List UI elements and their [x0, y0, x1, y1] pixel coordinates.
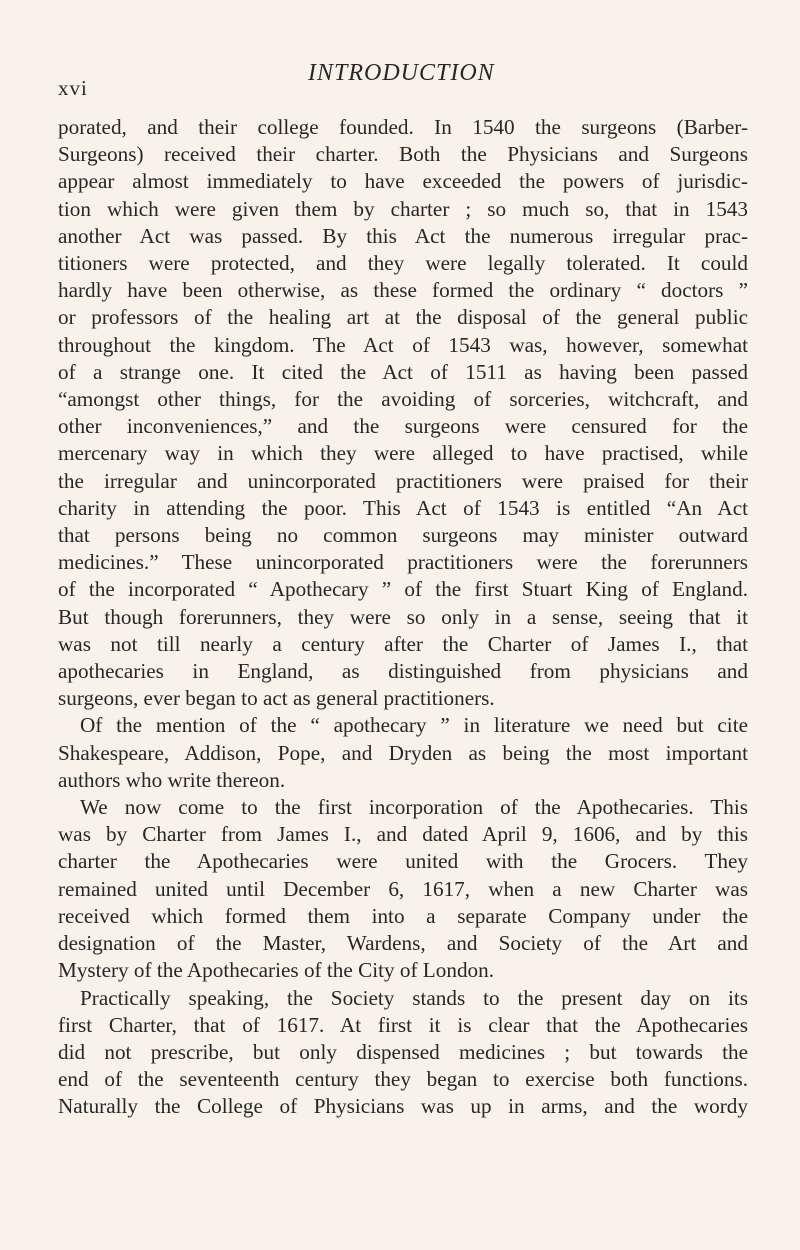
text-line: Mystery of the Apothecaries of the City of London. [58, 958, 495, 983]
text-line: another Act was passed. By this Act the numerous irregular prac- [58, 223, 748, 248]
text-line: hardly have been otherwise, as these formed the ordinary “ doctors ” [58, 278, 748, 303]
text-line: remained united until December 6, 1617, when a new Charter was [58, 876, 748, 901]
text-line: did not prescribe, but only dispensed medicines ; but towards the [58, 1039, 748, 1064]
text-line: porated, and their college founded. In 1540 the surgeons (Barber- [58, 115, 748, 139]
text-line: other inconveniences,” and the surgeons were censured for the [58, 414, 748, 439]
text-line: apothecaries in England, as distinguished from physicians and [58, 659, 748, 684]
text-line: tion which were given them by charter ; so much so, that in 1543 [58, 196, 748, 221]
text-line: designation of the Master, Wardens, and Society of the Art and [58, 931, 748, 956]
text-line: Of the mention of the “ apothecary ” in literature we need but cite [80, 713, 748, 738]
text-line: appear almost immediately to have exceeded the powers of jurisdic- [58, 169, 748, 194]
text-line: throughout the kingdom. The Act of 1543 was, however, somewhat [58, 332, 748, 357]
text-line: was by Charter from James I., and dated April 9, 1606, and by this [58, 822, 748, 847]
text-line: the irregular and unincorporated practitioners were praised for their [58, 468, 748, 493]
text-line: or professors of the healing art at the disposal of the general public [58, 305, 748, 330]
text-line: charter the Apothecaries were united with the Grocers. They [58, 849, 748, 874]
running-title: INTRODUCTION [308, 60, 495, 86]
text-line: charity in attending the poor. This Act of 1543 is entitled “An Act [58, 495, 748, 520]
text-line: mercenary way in which they were alleged to have practised, while [58, 441, 748, 466]
text-line: Surgeons) received their charter. Both the Physicians and Surgeons [58, 142, 748, 167]
text-line: “amongst other things, for the avoiding of sorceries, witchcraft, and [58, 387, 748, 412]
text-line: titioners were protected, and they were legally tolerated. It could [58, 251, 748, 276]
text-line: was not till nearly a century after the Charter of James I., that [58, 631, 748, 656]
text-line: Shakespeare, Addison, Pope, and Dryden as being the most important [58, 740, 748, 765]
text-line: We now come to the first incorporation of the Apothecaries. This [80, 795, 748, 820]
text-line: Naturally the College of Physicians was up in arms, and the wordy [58, 1094, 748, 1119]
text-line: that persons being no common surgeons may minister outward [58, 523, 748, 548]
text-line: of the incorporated “ Apothecary ” of the first Stuart King of England. [58, 577, 748, 602]
text-line: received which formed them into a separate Company under the [58, 903, 748, 928]
text-line: of a strange one. It cited the Act of 1511 as having been passed [58, 359, 748, 384]
text-line: surgeons, ever began to act as general practitioners. [58, 686, 495, 711]
body-text [58, 114, 748, 1121]
page-number: xvi [58, 76, 88, 100]
page-header [58, 60, 748, 100]
text-line: end of the seventeenth century they began to exercise both functions. [58, 1067, 748, 1092]
text-line: authors who write thereon. [58, 767, 286, 792]
text-line: first Charter, that of 1617. At first it is clear that the Apothecaries [58, 1012, 748, 1037]
text-line: But though forerunners, they were so only in a sense, seeing that it [58, 604, 748, 629]
text-line: Practically speaking, the Society stands to the present day on its [80, 985, 748, 1010]
text-line: medicines.” These unincorporated practitioners were the forerunners [58, 550, 748, 575]
